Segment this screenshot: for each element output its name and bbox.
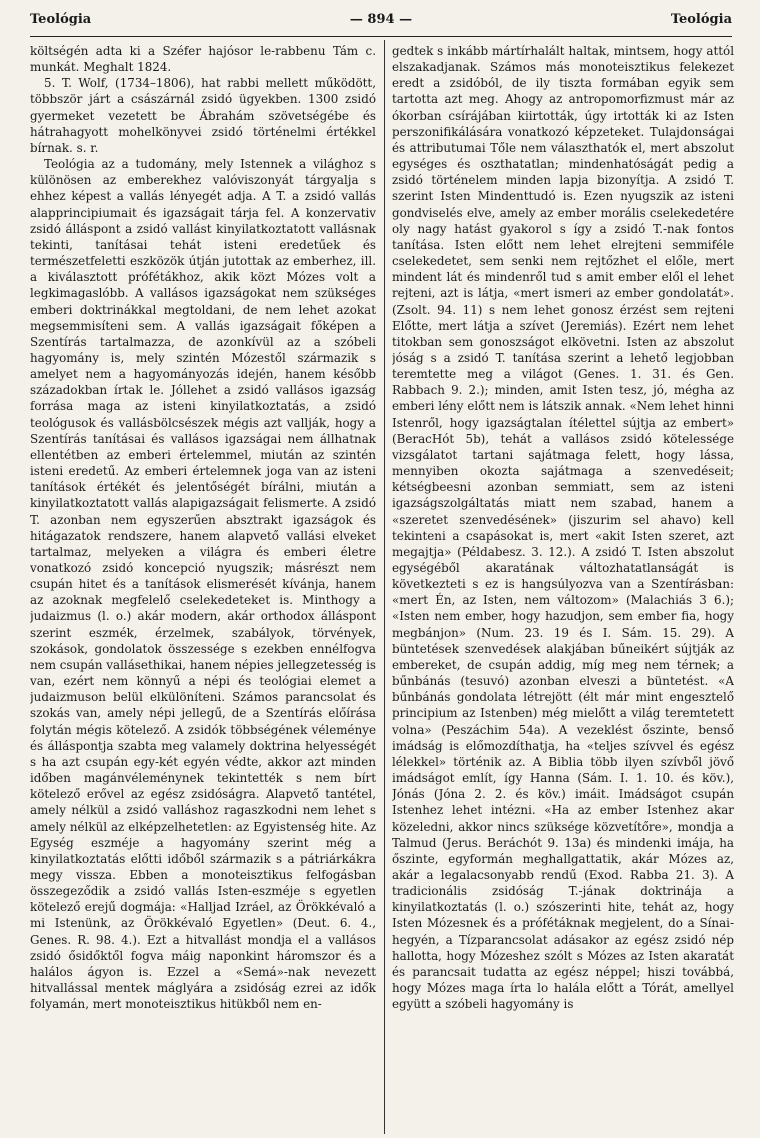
page-number: — 894 — xyxy=(349,12,413,27)
right-column xyxy=(392,43,734,1133)
left-paragraph-1: költségén adta ki a Széfer hajósor le-rabbenu Tám c. munkát. Meghalt 1824. xyxy=(30,44,376,75)
header-rule xyxy=(30,36,732,37)
column-divider xyxy=(384,40,385,1134)
left-paragraph-3: Teológia az a tudomány, mely Istennek a világhoz s különösen az emberekhez valóviszonyát tárgyalja s ehhez képest a vallás lényegét adja. A T. a zsidó vallás alapprincipiumait és igazságait tárja fel. A konzervativ zsidó álláspont a zsidó vallást kinyilatkoztatott vallásnak tekinti, tanításai tehát isteni eredetűek és természetfeletti eszközök útján jutottak az emberhez, ill. a kiválasztott prófétákhoz, akik közt Mózes volt a legkimagaslóbb. A vallásos igazságokat nem szükséges emberi doktrinákkal megtoldani, de nem lehet azokat megsemmisíteni sem. A vallás igazságait főképen a Szentírás tartalmazza, de azonkívül az a szóbeli hagyomány is, mely szintén Mózestől származik s amelyet nem a hagyományozás idején, hanem később századokban írtak le. Jóllehet a zsidó vallásos igazság forrása maga az isteni kinyilatkoztatás, a zsidó teológusok és vallásbölcsészek mégis azt vallják, hogy a Szentírás tanításai és vallásos igazságai nem állhatnak ellentétben az emberi értelemmel, miután az szintén isteni eredetű. Az emberi értelemnek joga van az isteni tanítások értékét és jelentőségét bírálni, miután a kinyilatkoztatott vallás alapigazságait felismerte. A zsidó T. azonban nem egyszerűen absztrakt igazságok és hitágazatok rendszere, hanem alapvető vallási elveket tartalmaz, melyeken a világra és emberi életre vonatkozó zsidó koncepció nyugszik; másrészt nem csupán hitet és a tanítások elismerését kívánja, hanem az azoknak megfelelő cselekedeteket is. Minthogy a judaizmus (l. o.) akár modern, akár orthodox álláspont szerint eszmék, érzelmek, szabályok, törvények, szokások, gondolatok összessége s ezekben ennélfogva nem csupán vallásethikai, hanem népies jellegzetesség is van, ezért nem könnyű a népi és teológiai elemet a judaizmuson belül elkülöníteni. Számos parancsolat és szokás van, amely népi jellegű, de a Szentírás előírása folytán mégis kötelező. A zsidók többségének véleménye és álláspontja szabta meg valamely doktrina helyességét s ha azt csupán egy-két egyén védte, akkor azt minden időben magánvéleménynek tekintették s nem bírt kötelező erővel az egész zsidóságra. Alapvető tantétel, amely nélkül a zsidó valláshoz ragaszkodni nem lehet s amely nélkül az elképzelhetetlen: az Egyistenség hite. Az Egység eszméje a hagyomány szerint még a kinyilatkoztatás előtti időből származik s a pátriárkákra megy vissza. Ebben a monoteisztikus felfogásban összegeződik a zsidó vallás Isten-eszméje s egyetlen kötelező erejű dogmája: «Halljad Izráel, az Örökkévaló a mi Istenünk, az Örökkévaló Egyetlen» (Deut. 6. 4., Genes. R. 98. 4.). Ezt a hitvallást mondja el a vallásos zsidó ősidőktől fogva máig naponkint háromszor és a halálos ágyon is. Ezzel a «Semá»-nak nevezett hitvallással mentek máglyára a zsidóság ezrei az idők folyamán, mert monoteisztikus hitükből nem en- xyxy=(30,157,376,1012)
left-column xyxy=(30,43,376,1133)
header-left-title: Teológia xyxy=(30,12,92,27)
running-header xyxy=(30,12,732,34)
left-paragraph-2: 5. T. Wolf, (1734–1806), hat rabbi mellett működött, többször járt a császárnál zsidó ügyekben. 1300 zsidó gyermeket vezetett be Ábrahám szövetségébe és hátrahagyott mohelkönyvei zsidó történelmi értékkel bírnak. s. r. xyxy=(30,76,376,155)
right-paragraph-1: gedtek s inkább mártírhalált haltak, mintsem, hogy attól elszakadjanak. Számos más monoteisztikus felekezet eredt a zsidóból, de ily tiszta formában egyik sem tartotta azt meg. Ahogy az antropomorfizmust már az ókorban csírájában kiirtották, úgy irtották ki az Isten perszonifikálására vonatkozó képzeteket. Tulajdonságai és attributumai Tőle nem választhatók el, mert abszolut egységes és oszthatatlan; mindenhatóságát pedig a zsidó történelem minden lapja bizonyítja. A zsidó T. szerint Isten Mindenttudó is. Ezen nyugszik az isteni gondviselés elve, amely az ember morális cselekedetére oly nagy hatást gyakorol s így a zsidó T.-nak fontos tanítása. Isten előtt nem lehet elrejteni semmiféle cselekedetet, sem senki nem rejtőzhet el előle, mert mindent lát és mindenről tud s amit ember elől el lehet rejteni, azt is látja, «mert ismeri az ember gondolatát». (Zsolt. 94. 11) s nem lehet gonosz érzést sem rejteni Előtte, mert látja a szívet (Jeremiás). Ezért nem lehet titokban sem gonoszságot elkövetni. Isten az abszolut jóság s a zsidó T. tanítása szerint a lehető legjobban teremtette meg a világot (Genes. 1. 31. és Gen. Rabbach 9. 2.); minden, amit Isten tesz, jó, mégha az emberi lény előtt nem is látszik annak. «Nem lehet hinni Istenről, hogy igazságtalan ítélettel sújtja az embert» (BeracHót 5b), tehát a vallásos zsidó kötelessége vizsgálatot tartani sajátmaga felett, hogy lássa, mennyiben okozta sajátmaga a szenvedéseit; kétségbeesni azonban semmiatt, sem az isteni igazságszolgáltatás miatt nem szabad, hanem a «szeretet szenvedésének» (jiszurim sel ahavo) kell tekinteni a csapásokat is, mert «akit Isten szeret, azt megajtja» (Példabesz. 3. 12.). A zsidó T. Isten abszolut egységéből akaratának változhatatlanságát is következteti s ez is hangsúlyozva van a Szentírásban: «mert Én, az Isten, nem változom» (Malachiás 3 6.); «Isten nem ember, hogy hazudjon, sem ember fia, hogy megbánjon» (Num. 23. 19 és I. Sám. 15. 29). A büntetések szenvedések alakjában bűneikért sújtják az embereket, de csupán addig, míg meg nem térnek; a bűnbánás (tesuvó) azonban elveszi a büntetést. «A bűnbánás gondolata létrejött (élt már mint engesztelő principium az Istenben) még mielőtt a világ teremtetett volna» (Peszáchim 54a). A vezeklést őszinte, benső imádság is előmozdíthatja, ha «teljes szívvel és egész lélekkel» történik az. A Biblia több ilyen szívből jövő imádságot említ, így Hanna (Sám. I. 1. 10. és köv.), Jónás (Jóna 2. 2. és köv.) imáit. Imádságot csupán Istenhez lehet intézni. «Ha az ember Istenhez akar közeledni, akkor nincs szüksége közvetítőre», mondja a Talmud (Jerus. Beráchót 9. 13a) és mindenki imája, ha őszinte, egyformán meghallgattatik, akár Mózes az, akár a legalacsonyabb rendű (Exod. Rabba 21. 3). A tradicionális zsidóság T.-jának doktrinája a kinyilatkoztatás (l. o.) szószerinti hite, tehát az, hogy Isten Mózesnek és a prófétáknak megjelent, do a Sínai-hegyén, a Tízparancsolat adásakor az egész zsidó nép hallotta, hogy Mózeshez szólt s Mózes az Isten akaratát és parancsait tudatta az egész néppel; hiszi továbbá, hogy Mózes maga írta lo halála előtt a Tórát, amellyel együtt a szóbeli hagyomány is xyxy=(392,44,734,1012)
header-right-title: Teológia xyxy=(670,12,732,27)
